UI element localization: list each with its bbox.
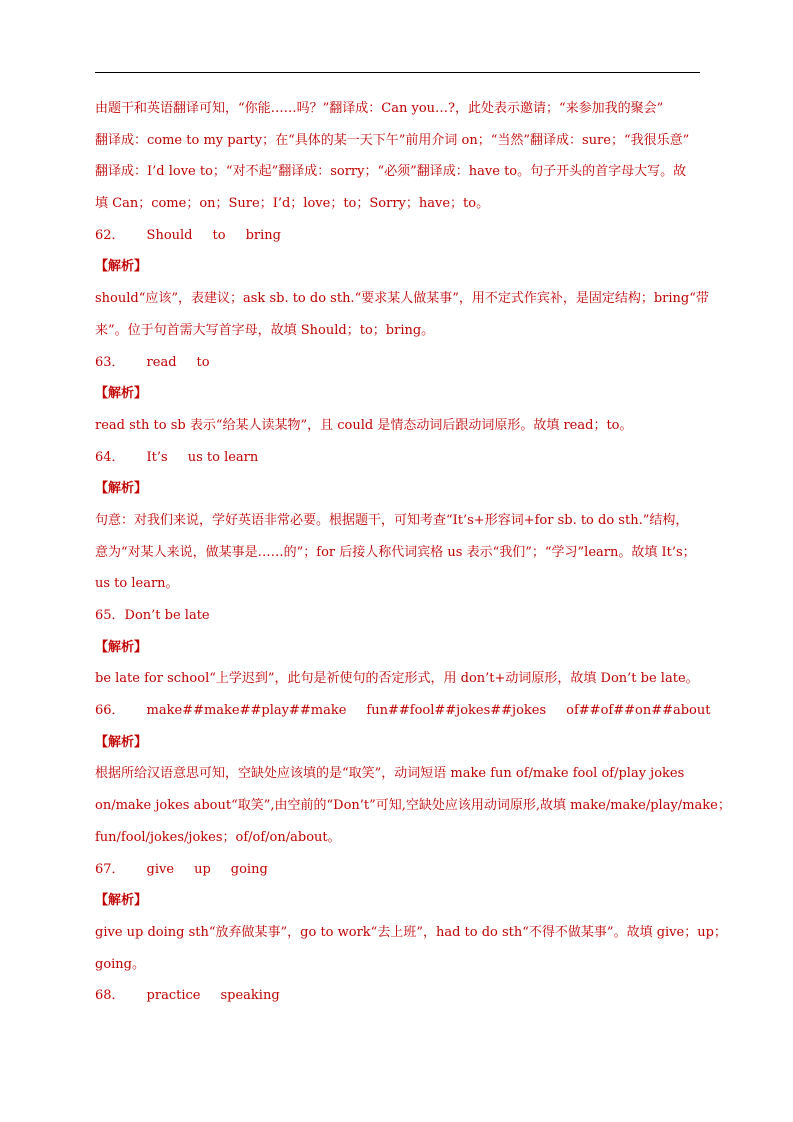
analysis-heading: 【解析】 bbox=[95, 639, 148, 655]
text-line: 翻译成：I’d love to；“对不起”翻译成：sorry；“必须”翻译成：have to。句子开头的首字母大写。故 bbox=[95, 164, 687, 180]
header-rule bbox=[95, 72, 700, 73]
text-line: 句意：对我们来说，学好英语非常必要。根据题干，可知考查“It’s+形容词+for sb. to do sth.”结构， bbox=[95, 512, 689, 528]
text-line: going。 bbox=[95, 956, 146, 972]
answer-line bbox=[95, 857, 707, 889]
question-number: 62． bbox=[95, 227, 125, 243]
answer-item: bring bbox=[245, 227, 281, 243]
question-number: 67． bbox=[95, 861, 125, 877]
answer-item: fun##fool##jokes##jokes bbox=[366, 703, 547, 719]
answer-item: us to learn bbox=[187, 449, 259, 465]
answer-item: It’s bbox=[146, 449, 168, 465]
text-line: 意为“对某人来说，做某事是……的”；for 后接人称代词宾格 us 表示“我们”；“学习”learn。故填 It’s； bbox=[95, 544, 696, 560]
answer-line bbox=[95, 223, 707, 255]
answer-line bbox=[95, 445, 707, 477]
answer-line bbox=[95, 350, 707, 382]
analysis-heading: 【解析】 bbox=[95, 734, 148, 750]
answer-item: to bbox=[212, 227, 226, 243]
answer-item: practice bbox=[146, 988, 201, 1004]
question-number: 68． bbox=[95, 988, 125, 1004]
text-line: read sth to sb 表示“给某人读某物”，且 could 是情态动词后跟动词原形。故填 read；to。 bbox=[95, 417, 633, 433]
text-line: fun/fool/jokes/jokes；of/of/on/about。 bbox=[95, 829, 341, 845]
answer-item: give bbox=[146, 861, 175, 877]
question-number: 63． bbox=[95, 354, 125, 370]
analysis-heading: 【解析】 bbox=[95, 259, 148, 275]
question-number: 64． bbox=[95, 449, 125, 465]
answer-item: read bbox=[146, 354, 177, 370]
answer-item: make##make##play##make bbox=[146, 703, 347, 719]
question-number: 66． bbox=[95, 703, 125, 719]
text-line: 由题干和英语翻译可知，“你能……吗？”翻译成：Can you…?，此处表示邀请；“来参加我的聚会” bbox=[95, 101, 664, 116]
text-line: be late for school“上学迟到”，此句是祈使句的否定形式，用 don’t+动词原形，故填 Don’t be late。 bbox=[95, 671, 699, 687]
document-body bbox=[95, 96, 731, 1015]
answer-item: of##of##on##about bbox=[566, 703, 711, 719]
text-line: 65．Don’t be late bbox=[95, 608, 210, 623]
text-line: 来”。位于句首需大写首字母，故填 Should；to；bring。 bbox=[95, 322, 435, 338]
answer-line bbox=[95, 983, 707, 1015]
analysis-heading: 【解析】 bbox=[95, 893, 148, 909]
text-line: should“应该”，表建议；ask sb. to do sth.“要求某人做某事”，用不定式作宾补，是固定结构；bring“带 bbox=[95, 291, 709, 307]
answer-item: speaking bbox=[220, 988, 280, 1004]
text-line: on/make jokes about“取笑”,由空前的“Don’t”可知,空缺处应该用动词原形,故填 make/make/play/make； bbox=[95, 798, 731, 814]
answer-item: going bbox=[230, 861, 268, 877]
text-line: give up doing sth“放弃做某事”，go to work“去上班”，had to do sth“不得不做某事”。故填 give；up； bbox=[95, 924, 727, 940]
analysis-heading: 【解析】 bbox=[95, 386, 148, 402]
answer-line bbox=[95, 698, 711, 730]
text-line: us to learn。 bbox=[95, 576, 179, 592]
text-line: 填 Can；come；on；Sure；I’d；love；to；Sorry；have；to。 bbox=[95, 196, 490, 212]
answer-item: Should bbox=[146, 227, 193, 243]
answer-item: to bbox=[196, 354, 210, 370]
answer-item: up bbox=[194, 861, 211, 877]
analysis-heading: 【解析】 bbox=[95, 481, 148, 497]
text-line: 翻译成：come to my party；在“具体的某一天下午”前用介词 on；“当然”翻译成：sure；“我很乐意” bbox=[95, 132, 690, 148]
text-line: 根据所给汉语意思可知，空缺处应该填的是“取笑”，动词短语 make fun of/make fool of/play jokes bbox=[95, 766, 685, 782]
